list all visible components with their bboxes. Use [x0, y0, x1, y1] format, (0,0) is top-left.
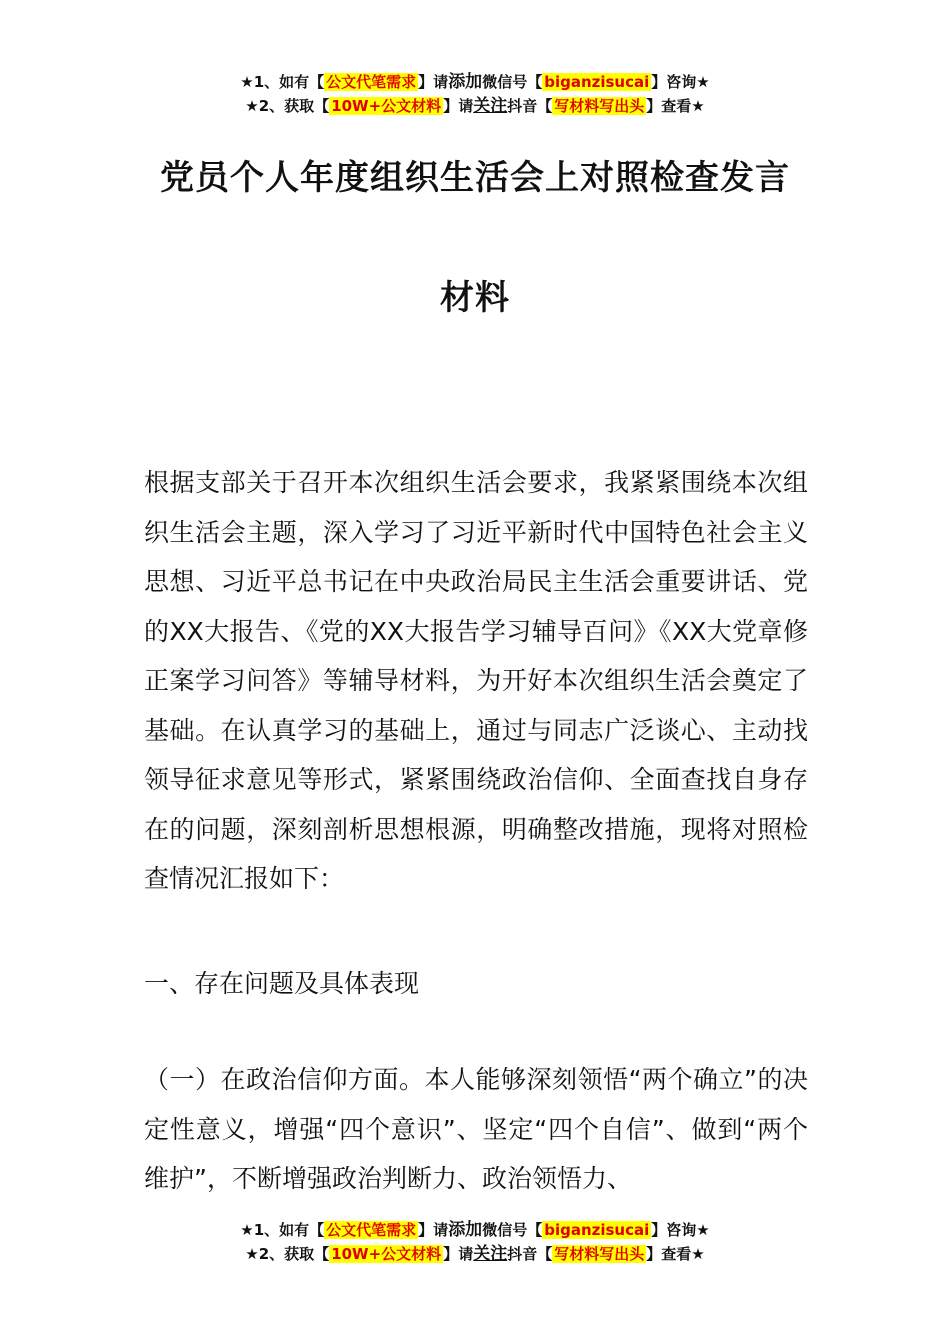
banner-highlight: 写材料写出头 — [554, 1245, 645, 1263]
banner-suffix: 】查看★ — [646, 1245, 705, 1263]
banner-strong: 关注 — [473, 1244, 508, 1264]
section-paragraph: （一）在政治信仰方面。本人能够深刻领悟“两个确立”的决定性意义，增强“四个意识”、坚定“四个自信”、做到“两个维护”，不断增强政治判断力、政治领悟力、 — [144, 1065, 808, 1193]
document-title-line1: 党员个人年度组织生活会上对照检查发言 — [160, 158, 790, 198]
banner-suffix: 】咨询★ — [651, 1221, 710, 1239]
banner-highlight: 写材料写出头 — [554, 97, 645, 115]
banner-text: 微信号【 — [482, 1221, 543, 1239]
header-banner-line2 — [0, 94, 950, 118]
banner-text: 抖音【 — [507, 1245, 553, 1263]
document-title-line2: 材料 — [440, 278, 510, 318]
banner-prefix: ★2、获取【 — [245, 1245, 330, 1263]
banner-text: 】请 — [443, 1245, 474, 1263]
banner-highlight: 公文代笔需求 — [326, 73, 417, 91]
banner-highlight: biganzisucai — [544, 1221, 650, 1239]
banner-prefix: ★1、如有【 — [240, 73, 325, 91]
footer-banner — [0, 1218, 950, 1266]
header-banner-line1 — [0, 70, 950, 94]
banner-highlight: 10W+公文材料 — [331, 1245, 442, 1263]
banner-prefix: ★2、获取【 — [245, 97, 330, 115]
banner-suffix: 】查看★ — [646, 97, 705, 115]
banner-text: 】请 — [418, 73, 449, 91]
footer-banner-line1 — [0, 1218, 950, 1242]
banner-strong: 添加 — [448, 72, 483, 92]
banner-text: 抖音【 — [507, 97, 553, 115]
section-paragraph-block — [144, 1055, 808, 1204]
footer-banner-line2 — [0, 1242, 950, 1266]
banner-highlight: 公文代笔需求 — [326, 1221, 417, 1239]
section-heading: 一、存在问题及具体表现 — [144, 969, 420, 998]
banner-suffix: 】咨询★ — [651, 73, 710, 91]
banner-text: 微信号【 — [482, 73, 543, 91]
header-banner — [0, 70, 950, 118]
intro-paragraph-block — [144, 458, 808, 904]
banner-strong: 添加 — [448, 1220, 483, 1240]
intro-paragraph: 根据支部关于召开本次组织生活会要求，我紧紧围绕本次组织生活会主题，深入学习了习近平新时代中国特色社会主义思想、习近平总书记在中央政治局民主生活会重要讲话、党的XX大报告、《党的XX大报告学习辅导百问》《XX大党章修正案学习问答》等辅导材料，为开好本次组织生活会奠定了基础。在认真学习的基础上，通过与同志广泛谈心、主动找领导征求意见等形式，紧紧围绕政治信仰、全面查找自身存在的问题，深刻剖析思想根源，明确整改措施，现将对照检查情况汇报如下： — [144, 468, 808, 893]
banner-text: 】请 — [443, 97, 474, 115]
banner-prefix: ★1、如有【 — [240, 1221, 325, 1239]
banner-highlight: biganzisucai — [544, 73, 650, 91]
banner-highlight: 10W+公文材料 — [331, 97, 442, 115]
banner-strong: 关注 — [473, 96, 508, 116]
banner-text: 】请 — [418, 1221, 449, 1239]
